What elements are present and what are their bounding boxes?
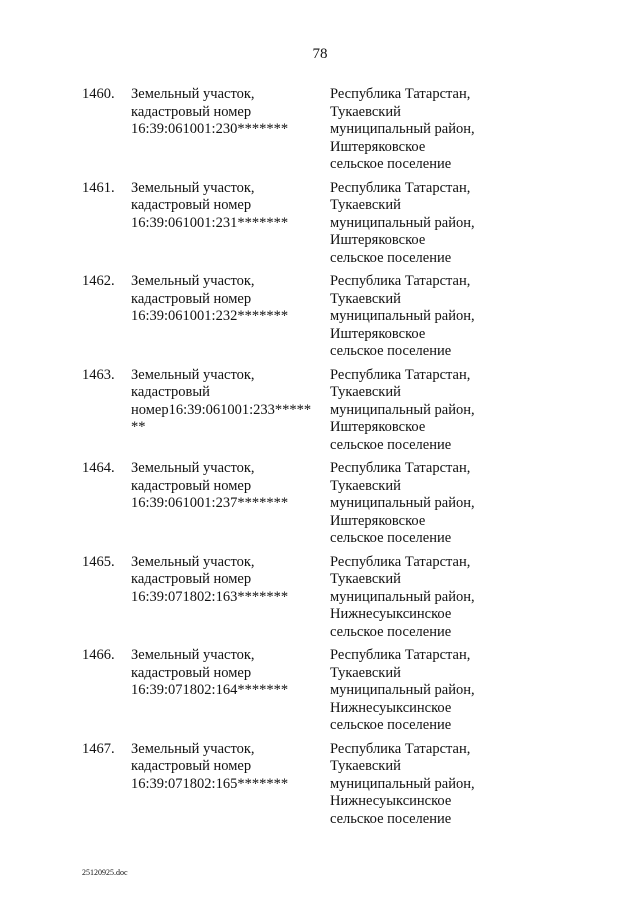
description-line: кадастровый [131, 384, 210, 400]
footer-filename: 25120925.doc [82, 868, 128, 877]
description-line: Земельный участок, [131, 460, 255, 476]
location-line: Тукаевский [330, 664, 401, 681]
page-number: 78 [312, 46, 328, 62]
entry-description [131, 460, 321, 513]
location-line: сельское поселение [330, 717, 452, 733]
location-line: Иштеряковское [330, 325, 426, 342]
location-line: Тукаевский [330, 197, 401, 213]
location-line: муниципальный район, [330, 214, 475, 231]
location-line: Республика Татарстан, [330, 179, 471, 196]
list-item [82, 647, 602, 741]
description-line: кадастровый номер [131, 664, 252, 681]
entry-location [330, 554, 530, 642]
description-line: кадастровый номер [131, 197, 252, 213]
location-line: муниципальный район, [330, 401, 475, 418]
location-line: Нижнесуыксинское [330, 699, 452, 716]
description-line: 16:39:071802:165******* [131, 775, 289, 792]
description-line: 16:39:061001:231******* [131, 214, 289, 231]
location-line: сельское поселение [330, 343, 452, 359]
location-line: сельское поселение [330, 156, 452, 172]
description-line: ** [131, 419, 146, 435]
description-line: Земельный участок, [131, 179, 255, 196]
description-line: номер16:39:061001:233***** [131, 401, 312, 418]
entry-description [131, 741, 321, 794]
entry-number: 1465. [82, 553, 115, 570]
location-line: муниципальный район, [330, 121, 475, 137]
entry-description [131, 273, 321, 326]
entry-location [330, 741, 530, 829]
entry-description [131, 367, 321, 437]
entry-location [330, 367, 530, 455]
location-line: Тукаевский [330, 290, 401, 307]
entry-description [131, 554, 321, 607]
location-line: Республика Татарстан, [330, 273, 471, 289]
entry-number: 1463. [82, 366, 115, 383]
location-line: сельское поселение [330, 530, 452, 546]
entry-location [330, 460, 530, 548]
location-line: муниципальный район, [330, 775, 475, 792]
location-line: Иштеряковское [330, 419, 426, 435]
location-line: Тукаевский [330, 477, 401, 494]
description-line: Земельный участок, [131, 553, 255, 570]
list-item [82, 367, 602, 461]
location-line: муниципальный район, [330, 588, 475, 605]
location-line: Иштеряковское [330, 512, 426, 529]
list-item [82, 273, 602, 367]
entry-number: 1466. [82, 647, 115, 663]
entry-number: 1467. [82, 740, 115, 757]
entry-description [131, 647, 321, 700]
location-line: Республика Татарстан, [330, 740, 471, 757]
description-line: 16:39:061001:237******* [131, 495, 289, 511]
entry-location [330, 647, 530, 735]
location-line: Тукаевский [330, 758, 401, 774]
description-line: 16:39:071802:163******* [131, 588, 289, 605]
entry-description [131, 86, 321, 139]
description-line: Земельный участок, [131, 366, 255, 383]
entry-location [330, 273, 530, 361]
location-line: сельское поселение [330, 436, 452, 453]
description-line: 16:39:071802:164******* [131, 682, 289, 698]
description-line: кадастровый номер [131, 290, 252, 307]
entry-number: 1460. [82, 86, 115, 102]
location-line: муниципальный район, [330, 308, 475, 324]
location-line: Тукаевский [330, 384, 401, 400]
location-line: муниципальный район, [330, 495, 475, 511]
location-line: Нижнесуыксинское [330, 606, 452, 622]
location-line: Республика Татарстан, [330, 647, 471, 663]
description-line: Земельный участок, [131, 740, 255, 757]
location-line: сельское поселение [330, 810, 452, 827]
location-line: Республика Татарстан, [330, 553, 471, 570]
description-line: 16:39:061001:232******* [131, 308, 289, 324]
description-line: Земельный участок, [131, 647, 255, 663]
location-line: Иштеряковское [330, 232, 426, 248]
list-item [82, 180, 602, 274]
location-line: сельское поселение [330, 249, 452, 266]
entries-list [82, 86, 602, 834]
description-line: кадастровый номер [131, 103, 252, 120]
location-line: Иштеряковское [330, 138, 426, 155]
description-line: кадастровый номер [131, 571, 252, 587]
location-line: муниципальный район, [330, 682, 475, 698]
entry-number: 1462. [82, 273, 115, 289]
list-item [82, 86, 602, 180]
entry-number: 1464. [82, 460, 115, 476]
description-line: кадастровый номер [131, 758, 252, 774]
entry-description [131, 180, 321, 233]
location-line: сельское поселение [330, 623, 452, 640]
list-item [82, 741, 602, 835]
entry-location [330, 180, 530, 268]
location-line: Тукаевский [330, 571, 401, 587]
location-line: Нижнесуыксинское [330, 793, 452, 809]
description-line: Земельный участок, [131, 273, 255, 289]
location-line: Республика Татарстан, [330, 366, 471, 383]
location-line: Тукаевский [330, 103, 401, 120]
list-item [82, 460, 602, 554]
location-line: Республика Татарстан, [330, 460, 471, 476]
description-line: кадастровый номер [131, 477, 252, 494]
list-item [82, 554, 602, 648]
description-line: 16:39:061001:230******* [131, 121, 289, 137]
entry-location [330, 86, 530, 174]
location-line: Республика Татарстан, [330, 86, 471, 102]
description-line: Земельный участок, [131, 86, 255, 102]
entry-number: 1461. [82, 179, 115, 196]
